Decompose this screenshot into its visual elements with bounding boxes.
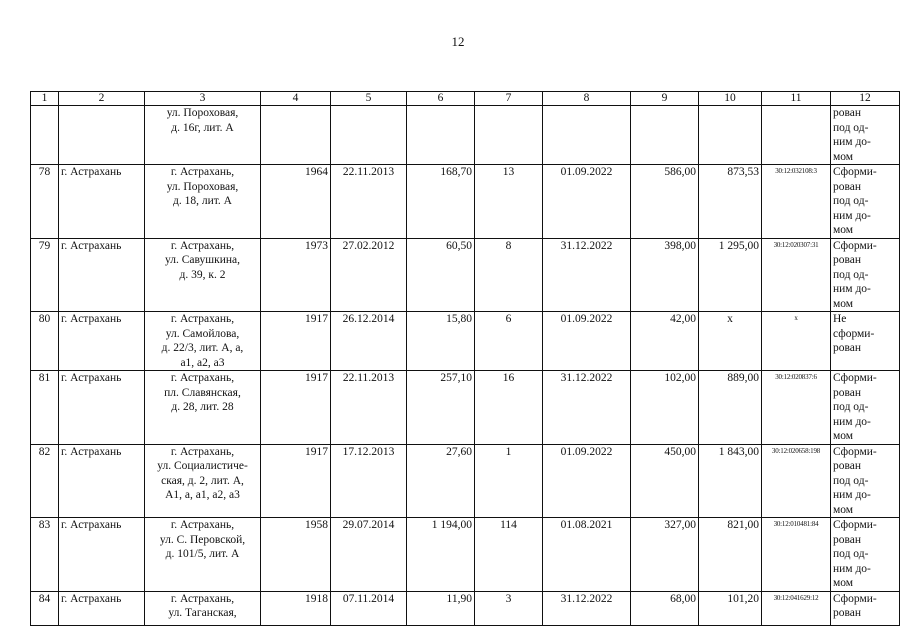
area-cell: 27,60: [407, 444, 475, 518]
area-cell: 15,80: [407, 312, 475, 371]
amount-2-cell: [699, 106, 762, 165]
date-cell: 17.12.2013: [331, 444, 407, 518]
column-header-3: 3: [145, 92, 261, 106]
residents-cell: 8: [475, 238, 543, 312]
deadline-cell: [543, 106, 631, 165]
amount-cell: 327,00: [631, 518, 699, 592]
land-plot-status-cell: рован под од- ним до- мом: [831, 106, 900, 165]
residents-cell: 13: [475, 165, 543, 239]
address-cell: г. Астрахань, ул. С. Перовской, д. 101/5, лит. А: [145, 518, 261, 592]
cadastral-number-cell: x: [762, 312, 831, 371]
land-plot-status-cell: Сформи- рован под од- ним до- мом: [831, 238, 900, 312]
residents-cell: [475, 106, 543, 165]
amount-2-cell: x: [699, 312, 762, 371]
column-header-9: 9: [631, 92, 699, 106]
city-cell: г. Астрахань: [59, 371, 145, 445]
address-cell: г. Астрахань, ул. Таганская,: [145, 591, 261, 625]
table-row: [31, 444, 900, 518]
date-cell: 22.11.2013: [331, 165, 407, 239]
row-number: 81: [31, 371, 59, 445]
land-plot-status-cell: Не сформи- рован: [831, 312, 900, 371]
table-row: [31, 371, 900, 445]
row-number: 84: [31, 591, 59, 625]
year-built-cell: 1918: [261, 591, 331, 625]
amount-2-cell: 101,20: [699, 591, 762, 625]
column-header-1: 1: [31, 92, 59, 106]
date-cell: 29.07.2014: [331, 518, 407, 592]
deadline-cell: 01.09.2022: [543, 165, 631, 239]
address-cell: г. Астрахань, ул. Социалистиче- ская, д. 2, лит. А, А1, а, а1, а2, а3: [145, 444, 261, 518]
cadastral-number-cell: 30:12:032108:3: [762, 165, 831, 239]
year-built-cell: 1917: [261, 312, 331, 371]
address-cell: г. Астрахань, пл. Славянская, д. 28, лит. 28: [145, 371, 261, 445]
residents-cell: 1: [475, 444, 543, 518]
residents-cell: 6: [475, 312, 543, 371]
table-row: [31, 312, 900, 371]
cadastral-number-cell: 30:12:020837:6: [762, 371, 831, 445]
amount-cell: 42,00: [631, 312, 699, 371]
amount-2-cell: 1 295,00: [699, 238, 762, 312]
land-plot-status-cell: Сформи- рован под од- ним до- мом: [831, 444, 900, 518]
city-cell: [59, 106, 145, 165]
cadastral-number-cell: [762, 106, 831, 165]
cadastral-number-cell: 30:12:020658:198: [762, 444, 831, 518]
table-row: [31, 238, 900, 312]
cadastral-number-cell: 30:12:020307:31: [762, 238, 831, 312]
table-row: [31, 518, 900, 592]
address-cell: ул. Пороховая, д. 16г, лит. А: [145, 106, 261, 165]
row-number: 78: [31, 165, 59, 239]
column-header-4: 4: [261, 92, 331, 106]
year-built-cell: 1917: [261, 444, 331, 518]
date-cell: [331, 106, 407, 165]
column-header-8: 8: [543, 92, 631, 106]
address-cell: г. Астрахань, ул. Пороховая, д. 18, лит. А: [145, 165, 261, 239]
area-cell: 11,90: [407, 591, 475, 625]
amount-2-cell: 873,53: [699, 165, 762, 239]
deadline-cell: 01.08.2021: [543, 518, 631, 592]
deadline-cell: 31.12.2022: [543, 591, 631, 625]
page-number: 12: [451, 34, 465, 49]
land-plot-status-cell: Сформи- рован под од- ним до- мом: [831, 165, 900, 239]
housing-registry-table: [30, 91, 900, 626]
year-built-cell: 1958: [261, 518, 331, 592]
city-cell: г. Астрахань: [59, 312, 145, 371]
residents-cell: 3: [475, 591, 543, 625]
row-number: 80: [31, 312, 59, 371]
row-number: 79: [31, 238, 59, 312]
column-header-10: 10: [699, 92, 762, 106]
table-row: [31, 591, 900, 625]
area-cell: 257,10: [407, 371, 475, 445]
amount-cell: 450,00: [631, 444, 699, 518]
amount-cell: 398,00: [631, 238, 699, 312]
column-header-7: 7: [475, 92, 543, 106]
amount-2-cell: 889,00: [699, 371, 762, 445]
year-built-cell: 1964: [261, 165, 331, 239]
area-cell: [407, 106, 475, 165]
cadastral-number-cell: 30:12:010481:84: [762, 518, 831, 592]
row-number: [31, 106, 59, 165]
area-cell: 60,50: [407, 238, 475, 312]
city-cell: г. Астрахань: [59, 444, 145, 518]
address-cell: г. Астрахань, ул. Самойлова, д. 22/3, лит. А, а, а1, а2, а3: [145, 312, 261, 371]
date-cell: 26.12.2014: [331, 312, 407, 371]
row-number: 82: [31, 444, 59, 518]
deadline-cell: 31.12.2022: [543, 371, 631, 445]
residents-cell: 114: [475, 518, 543, 592]
land-plot-status-cell: Сформи- рован под од- ним до- мом: [831, 371, 900, 445]
year-built-cell: 1973: [261, 238, 331, 312]
deadline-cell: 31.12.2022: [543, 238, 631, 312]
date-cell: 07.11.2014: [331, 591, 407, 625]
date-cell: 27.02.2012: [331, 238, 407, 312]
city-cell: г. Астрахань: [59, 591, 145, 625]
year-built-cell: 1917: [261, 371, 331, 445]
city-cell: г. Астрахань: [59, 518, 145, 592]
amount-cell: [631, 106, 699, 165]
cadastral-number-cell: 30:12:041629:12: [762, 591, 831, 625]
residents-cell: 16: [475, 371, 543, 445]
table-row: [31, 165, 900, 239]
amount-2-cell: 821,00: [699, 518, 762, 592]
land-plot-status-cell: Сформи- рован: [831, 591, 900, 625]
amount-cell: 102,00: [631, 371, 699, 445]
area-cell: 168,70: [407, 165, 475, 239]
amount-2-cell: 1 843,00: [699, 444, 762, 518]
table-row: [31, 106, 900, 165]
amount-cell: 68,00: [631, 591, 699, 625]
header-row: [31, 92, 900, 106]
address-cell: г. Астрахань, ул. Савушкина, д. 39, к. 2: [145, 238, 261, 312]
year-built-cell: [261, 106, 331, 165]
date-cell: 22.11.2013: [331, 371, 407, 445]
column-header-5: 5: [331, 92, 407, 106]
column-header-2: 2: [59, 92, 145, 106]
city-cell: г. Астрахань: [59, 238, 145, 312]
city-cell: г. Астрахань: [59, 165, 145, 239]
column-header-12: 12: [831, 92, 900, 106]
row-number: 83: [31, 518, 59, 592]
deadline-cell: 01.09.2022: [543, 312, 631, 371]
table-body: [31, 106, 900, 626]
amount-cell: 586,00: [631, 165, 699, 239]
column-header-11: 11: [762, 92, 831, 106]
deadline-cell: 01.09.2022: [543, 444, 631, 518]
column-header-6: 6: [407, 92, 475, 106]
land-plot-status-cell: Сформи- рован под од- ним до- мом: [831, 518, 900, 592]
area-cell: 1 194,00: [407, 518, 475, 592]
